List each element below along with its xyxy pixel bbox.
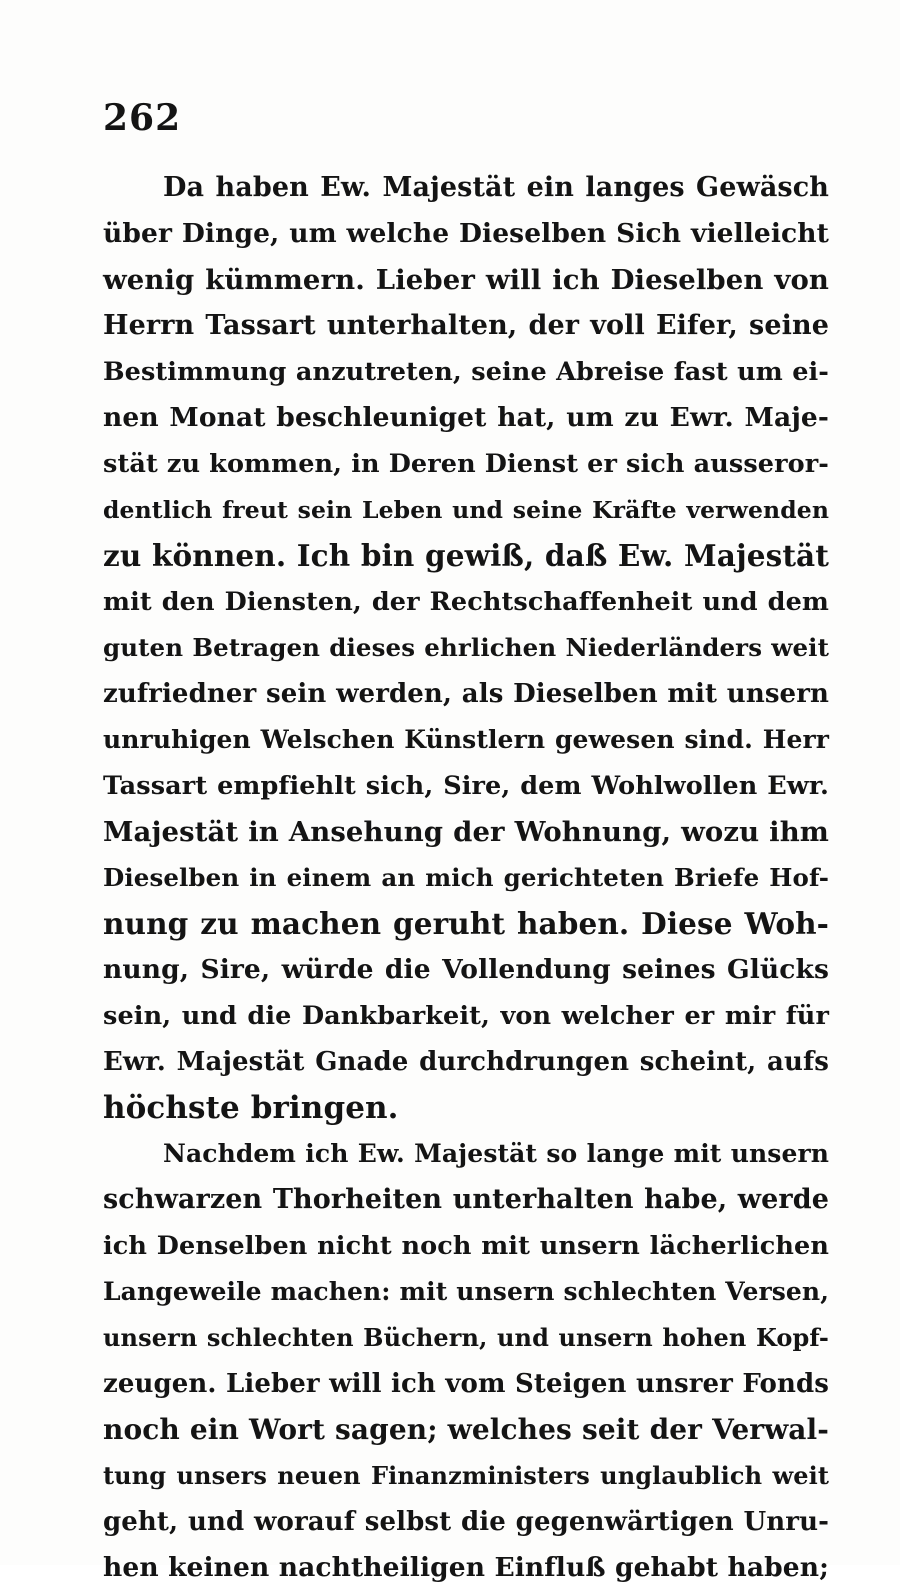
page-number: 262 [103, 97, 182, 139]
text-line: wenig kümmern. Lieber will ich Dieselben von [103, 264, 829, 296]
text-line: zeugen. Lieber will ich vom Steigen unsrer Fonds [103, 1369, 829, 1399]
text-line: Dieselben in einem an mich gerichteten Briefe Hof- [103, 863, 829, 892]
text-line: tung unsers neuen Finanzministers unglaublich weit [103, 1461, 829, 1490]
text-line: ich Denselben nicht noch mit unsern lächerlichen [103, 1231, 829, 1261]
text-line: nen Monat beschleuniget hat, um zu Ewr. Maje- [103, 402, 829, 433]
text-line: Bestimmung anzutreten, seine Abreise fast um ei- [103, 357, 829, 387]
text-line: unruhigen Welschen Künstlern gewesen sind. Herr [103, 725, 829, 754]
text-line: zufriedner sein werden, als Dieselben mit unsern [103, 679, 829, 709]
text-line: Majestät in Ansehung der Wohnung, wozu ihm [103, 816, 829, 848]
text-line: guten Betragen dieses ehrlichen Niederländers weit [103, 633, 829, 662]
text-line: zu können. Ich bin gewiß, daß Ew. Majestät [103, 538, 829, 573]
text-line: geht, und worauf selbst die gegenwärtigen Unru- [103, 1507, 829, 1537]
text-line: Da haben Ew. Majestät ein langes Gewäsch [163, 172, 829, 203]
text-line: Nachdem ich Ew. Majestät so lange mit unsern [163, 1139, 829, 1168]
text-line: Tassart empfiehlt sich, Sire, dem Wohlwollen Ewr. [103, 771, 829, 801]
text-line: dentlich freut sein Leben und seine Kräfte verwenden [103, 496, 829, 524]
text-line: Herrn Tassart unterhalten, der voll Eifer, seine [103, 310, 829, 341]
text-line: nung, Sire, würde die Vollendung seines Glücks [103, 954, 829, 985]
page-text [103, 165, 829, 1591]
text-line: stät zu kommen, in Deren Dienst er sich ausseror- [103, 449, 829, 479]
text-line: mit den Diensten, der Rechtschaffenheit und dem [103, 587, 829, 617]
text-line: noch ein Wort sagen; welches seit der Verwal- [103, 1413, 829, 1446]
text-line: nung zu machen geruht haben. Diese Woh- [103, 906, 829, 941]
text-line: Ewr. Majestät Gnade durchdrungen scheint, aufs [103, 1047, 829, 1077]
text-line: sein, und die Dankbarkeit, von welcher er mir für [103, 1001, 829, 1031]
text-line: unsern schlechten Büchern, und unsern hohen Kopf- [103, 1323, 829, 1352]
text-line: schwarzen Thorheiten unterhalten habe, werde [103, 1184, 829, 1215]
text-line: hen keinen nachtheiligen Einfluß gehabt haben; [103, 1552, 829, 1583]
text-line: Langeweile machen: mit unsern schlechten Versen, [103, 1277, 829, 1306]
text-line: höchste bringen. [103, 1090, 399, 1126]
text-line: über Dinge, um welche Dieselben Sich vielleicht [103, 218, 829, 249]
